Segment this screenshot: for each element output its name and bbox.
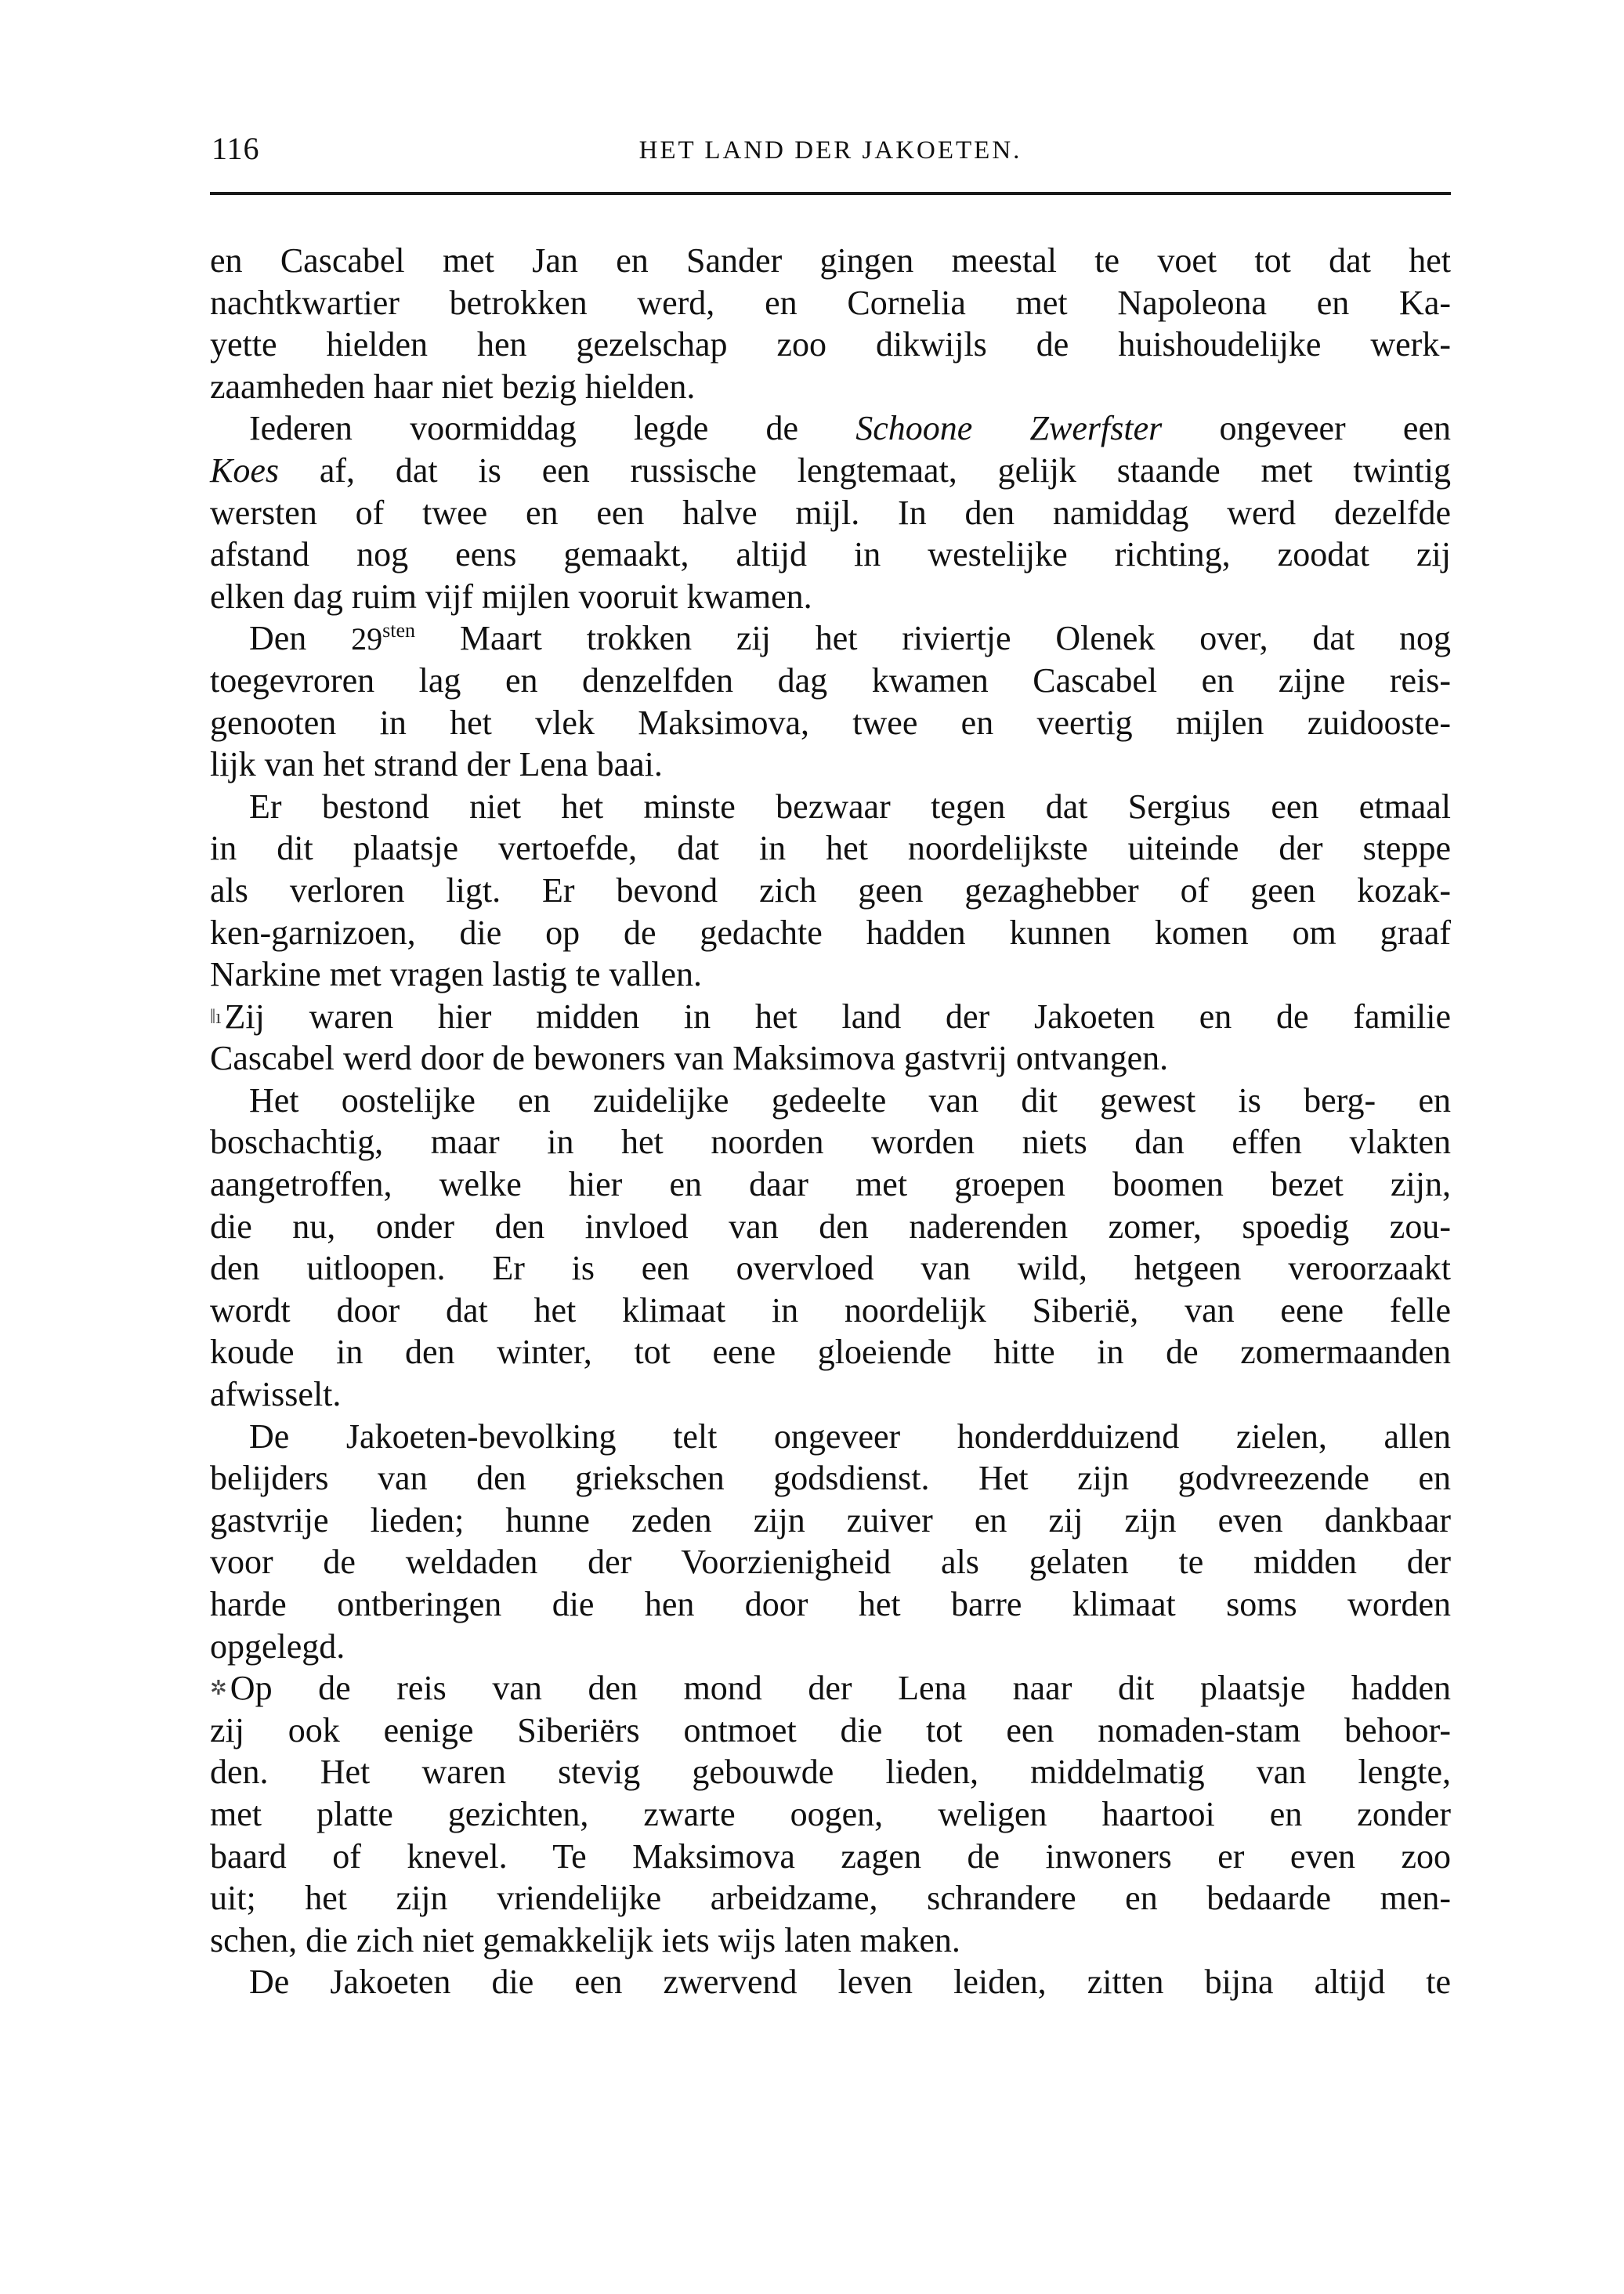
text-line: toegevroren lag en denzelfden dag kwamen Cascabel en zijne reis- (210, 660, 1451, 700)
text-line (210, 450, 1451, 492)
date-number: 29 (351, 621, 383, 657)
text-line: nachtkwartier betrokken werd, en Cornelia met Napoleona en Ka- (210, 283, 1451, 322)
paragraph (210, 786, 1451, 996)
text-line: afwisselt. (210, 1375, 342, 1414)
text-line: en Cascabel met Jan en Sander gingen meestal te voet tot dat het (210, 241, 1451, 280)
text-line: aangetroffen, welke hier en daar met groepen boomen bezet zijn, (210, 1165, 1451, 1204)
text-line: gastvrije lieden; hunne zeden zijn zuiver en zij zijn even dankbaar (210, 1500, 1451, 1540)
text-line: den uitloopen. Er is een overvloed van wild, hetgeen veroorzaakt (210, 1249, 1451, 1288)
text-span: Zij waren hier midden in het land der Jakoeten en de familie (224, 997, 1451, 1036)
paragraph (210, 240, 1451, 407)
running-title: HET LAND DER JAKOETEN. (638, 136, 1022, 165)
text-span: af, dat is een russische lengtemaat, gelijk staande met twintig (279, 450, 1451, 490)
text-line: wersten of twee en een halve mijl. In den namiddag werd dezelfde (210, 493, 1451, 532)
paragraph (210, 1961, 1451, 2003)
text-span: Op de reis van den mond der Lena naar dit plaatsje hadden (230, 1669, 1451, 1708)
text-line: De Jakoeten-bevolking telt ongeveer honderdduizend zielen, allen (249, 1417, 1451, 1456)
body-text (210, 240, 1451, 2003)
text-line: lijk van het strand der Lena baai. (210, 745, 663, 784)
text-line: ken-garnizoen, die op de gedachte hadden kunnen komen om graaf (210, 913, 1451, 952)
paragraph (210, 996, 1451, 1080)
text-line: den. Het waren stevig gebouwde lieden, middelmatig van lengte, (210, 1753, 1451, 1792)
margin-mark-icon: ‖ı (210, 1004, 222, 1028)
text-line: boschachtig, maar in het noorden worden niets dan effen vlakten (210, 1123, 1451, 1162)
header-rule (210, 192, 1451, 195)
text-line (210, 617, 1451, 660)
asterisk-mark-icon: ✲ (210, 1677, 227, 1700)
text-line: wordt door dat het klimaat in noordelijk Siberië, van eene felle (210, 1290, 1451, 1330)
text-line: baard of knevel. Te Maksimova zagen de inwoners er even zoo (210, 1836, 1451, 1876)
unit-term: Koes (210, 450, 279, 490)
paragraph (210, 1416, 1451, 1668)
text-line (210, 996, 1451, 1038)
text-line: yette hielden hen gezelschap zoo dikwijls de huishoudelijke werk- (210, 325, 1451, 364)
text-line (210, 1667, 1451, 1710)
text-line: Cascabel werd door de bewoners van Maksimova gastvrij ontvangen. (210, 1039, 1169, 1078)
text-line: genooten in het vlek Maksimova, twee en veertig mijlen zuidooste- (210, 703, 1451, 742)
text-line: zij ook eenige Siberiërs ontmoet die tot een nomaden-stam behoor- (210, 1710, 1451, 1749)
text-line: elken dag ruim vijf mijlen vooruit kwamen. (210, 577, 812, 616)
paragraph (210, 617, 1451, 785)
text-line: afstand nog eens gemaakt, altijd in westelijke richting, zoodat zij (210, 535, 1451, 574)
text-line: Narkine met vragen lastig te vallen. (210, 955, 702, 994)
text-line: koude in den winter, tot eene gloeiende hitte in de zomermaanden (210, 1333, 1451, 1372)
paragraph (210, 407, 1451, 617)
text-line: met platte gezichten, zwarte oogen, weligen haartooi en zonder (210, 1794, 1451, 1833)
text-span: Den (249, 619, 352, 658)
text-line: zaamheden haar niet bezig hielden. (210, 367, 696, 406)
text-line: uit; het zijn vriendelijke arbeidzame, schrandere en bedaarde men- (210, 1879, 1451, 1918)
text-line: schen, die zich niet gemakkelijk iets wijs laten maken. (210, 1920, 960, 1959)
text-line: voor de weldaden der Voorzienigheid als gelaten te midden der (210, 1543, 1451, 1582)
ship-name: Schoone Zwerfster (855, 409, 1163, 448)
paragraph (210, 1667, 1451, 1961)
text-line: als verloren ligt. Er bevond zich geen gezaghebber of geen kozak- (210, 870, 1451, 910)
text-span: Maart trokken zij het riviertje Olenek over, dat nog (415, 619, 1451, 658)
book-page (210, 0, 1451, 2294)
text-line: harde ontberingen die hen door het barre klimaat soms worden (210, 1585, 1451, 1623)
paragraph (210, 1080, 1451, 1416)
running-header (210, 130, 1451, 177)
page-number: 116 (212, 131, 260, 166)
text-span: ongeveer een (1162, 409, 1451, 448)
ordinal-suffix: sten (382, 619, 416, 642)
text-line: De Jakoeten die een zwervend leven leiden, zitten bijna altijd te (249, 1963, 1451, 2002)
text-line: in dit plaatsje vertoefde, dat in het noordelijkste uiteinde der steppe (210, 829, 1451, 868)
text-line: opgelegd. (210, 1626, 345, 1666)
text-span: Iederen voormiddag legde de (249, 409, 856, 448)
text-line: Er bestond niet het minste bezwaar tegen dat Sergius een etmaal (249, 787, 1451, 826)
text-line (210, 407, 1451, 450)
text-line: belijders van den griekschen godsdienst. Het zijn godvreezende en (210, 1459, 1451, 1498)
text-line: Het oostelijke en zuidelijke gedeelte van dit gewest is berg- en (249, 1080, 1451, 1120)
text-line: die nu, onder den invloed van den naderenden zomer, spoedig zou- (210, 1207, 1451, 1246)
